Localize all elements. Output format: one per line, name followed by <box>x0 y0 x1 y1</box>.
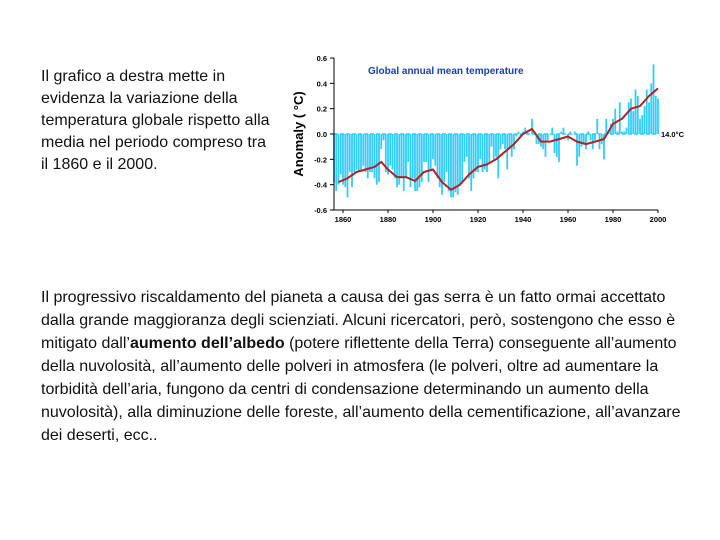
anomaly-bar <box>437 134 439 178</box>
anomaly-bar <box>475 134 477 172</box>
anomaly-bar <box>479 134 481 159</box>
anomaly-bar <box>365 134 367 172</box>
anomaly-bar <box>599 134 601 149</box>
anomaly-bar <box>491 134 493 147</box>
body-text-before: Il progressivo riscaldamento del pianeta a causa dei gas serra è un fatto ormai accettato dalla grande maggioranza degli scienziati. Alcuni ricercatori, però, sostengono che esso è mitigato dall’ <box>41 289 676 352</box>
anomaly-bar <box>378 134 380 182</box>
anomaly-bar <box>425 134 427 162</box>
anomaly-bar <box>641 115 643 134</box>
anomaly-bar <box>639 119 641 134</box>
anomaly-bar <box>619 102 621 134</box>
y-tick-label: 0.2 <box>316 104 327 114</box>
x-tick-label: 1920 <box>469 215 487 224</box>
anomaly-bar <box>551 128 553 134</box>
anomaly-bar <box>628 102 630 134</box>
anomaly-bar <box>466 134 468 157</box>
anomaly-bar <box>401 134 403 178</box>
anomaly-bar <box>605 119 607 134</box>
anomaly-bar <box>585 134 587 149</box>
anomaly-bar <box>626 128 628 134</box>
anomaly-bar <box>351 134 353 187</box>
anomaly-bar <box>459 134 461 185</box>
y-axis-label: Anomaly ( °C) <box>291 91 306 177</box>
anomaly-bar <box>650 83 652 134</box>
anomaly-bar <box>358 134 360 172</box>
anomaly-bar <box>423 134 425 162</box>
anomaly-bar <box>396 134 398 187</box>
anomaly-bar <box>655 96 657 134</box>
anomaly-bar <box>380 134 382 149</box>
anomaly-bar <box>432 134 434 159</box>
anomaly-bar <box>407 134 409 162</box>
anomaly-bar <box>560 131 562 134</box>
anomaly-bar <box>578 134 580 157</box>
x-tick-label: 1980 <box>604 215 622 224</box>
anomaly-bar <box>502 134 504 144</box>
x-tick-label: 1900 <box>424 215 442 224</box>
anomaly-bar <box>428 134 430 182</box>
anomaly-bar <box>554 134 556 153</box>
anomaly-bar <box>590 134 592 140</box>
anomaly-bar <box>340 134 342 175</box>
anomaly-bar <box>455 134 457 192</box>
anomaly-bar <box>443 134 445 182</box>
albedo-bold-term: aumento dell’albedo <box>129 335 285 352</box>
anomaly-bar <box>653 64 655 134</box>
anomaly-bar <box>360 134 362 169</box>
x-tick-label: 1860 <box>334 215 352 224</box>
anomaly-bar <box>403 134 405 191</box>
anomaly-bar <box>504 134 506 149</box>
anomaly-bar <box>446 134 448 172</box>
anomaly-bar <box>657 99 659 134</box>
anomaly-bar <box>461 134 463 182</box>
anomaly-bar <box>632 111 634 134</box>
anomaly-bar <box>630 99 632 134</box>
y-tick-label: 0.0 <box>316 130 327 139</box>
anomaly-bar <box>369 134 371 172</box>
y-tick-label: -0.6 <box>314 206 327 215</box>
anomaly-bar <box>450 134 452 197</box>
anomaly-bar <box>338 134 340 185</box>
y-tick-label: 0.4 <box>316 79 327 89</box>
y-tick-label: 0.6 <box>316 54 327 63</box>
anomaly-bar <box>389 134 391 166</box>
anomaly-bar <box>464 134 466 162</box>
anomaly-bar <box>335 134 337 191</box>
anomaly-bar <box>419 134 421 187</box>
anomaly-bar <box>367 134 369 178</box>
anomaly-bar <box>581 134 583 147</box>
anomaly-bar <box>648 102 650 134</box>
anomaly-bar <box>342 134 344 185</box>
anomaly-bar <box>493 134 495 159</box>
anomaly-bar <box>495 134 497 157</box>
anomaly-bar <box>563 128 565 134</box>
baseline-temperature-label: 14.0°C <box>661 130 685 139</box>
anomaly-bar <box>405 134 407 178</box>
anomaly-bar <box>470 134 472 191</box>
anomaly-bar <box>441 134 443 195</box>
intro-paragraph: Il grafico a destra mette in evidenza la variazione della temperatura globale rispetto alla media nel periodo compreso tra il 1860 e il 2000. <box>41 68 270 173</box>
anomaly-bar <box>416 134 418 191</box>
anomaly-bar <box>394 134 396 178</box>
anomaly-bar <box>383 134 385 140</box>
anomaly-bar <box>596 119 598 134</box>
anomaly-bar <box>376 134 378 185</box>
anomaly-bar <box>500 134 502 149</box>
anomaly-bar <box>356 134 358 169</box>
anomaly-bar <box>488 134 490 162</box>
anomaly-bar <box>374 134 376 178</box>
temperature-chart <box>286 48 706 234</box>
anomaly-bar <box>635 90 637 134</box>
anomaly-bar <box>531 119 533 134</box>
y-tick-label: -0.2 <box>314 155 327 165</box>
anomaly-bar <box>594 134 596 140</box>
anomaly-bar <box>362 134 364 166</box>
anomaly-bar <box>430 134 432 169</box>
x-tick-label: 2000 <box>649 215 667 224</box>
anomaly-bar <box>513 134 515 149</box>
anomaly-bar <box>576 134 578 166</box>
x-tick-label: 1940 <box>514 215 532 224</box>
x-tick-label: 1880 <box>379 215 397 224</box>
x-tick-label: 1960 <box>559 215 577 224</box>
body-text-after: (potere riflettente della Terra) conseguente all’aumento della nuvolosità, all’aumento delle polveri in atmosfera (le polveri, oltre ad aumentare la torbidità dell’aria, fungono da centri di condensazione determinando un aumento della nuvolosità), alla diminuzione delle foreste, all’aumento della cementificazione, all’avanzare dei deserti, ecc.. <box>41 335 681 444</box>
anomaly-bar <box>468 134 470 178</box>
anomaly-bar <box>392 134 394 169</box>
y-tick-label: -0.4 <box>314 180 327 190</box>
anomaly-bar <box>547 134 549 140</box>
anomaly-bar <box>371 134 373 172</box>
body-paragraph <box>41 286 681 447</box>
anomaly-bar <box>347 134 349 197</box>
anomaly-bar <box>506 134 508 169</box>
anomaly-bar <box>414 134 416 191</box>
anomaly-bar <box>556 134 558 157</box>
anomaly-bar <box>412 134 414 178</box>
anomaly-bar <box>349 134 351 172</box>
anomaly-bar <box>637 96 639 134</box>
anomaly-bar <box>545 134 547 157</box>
anomaly-bar <box>644 106 646 134</box>
anomaly-bar <box>353 134 355 172</box>
anomaly-bar <box>486 134 488 172</box>
chart-title: Global annual mean temperature <box>368 66 524 77</box>
anomaly-bar <box>434 134 436 166</box>
anomaly-bar <box>448 134 450 191</box>
